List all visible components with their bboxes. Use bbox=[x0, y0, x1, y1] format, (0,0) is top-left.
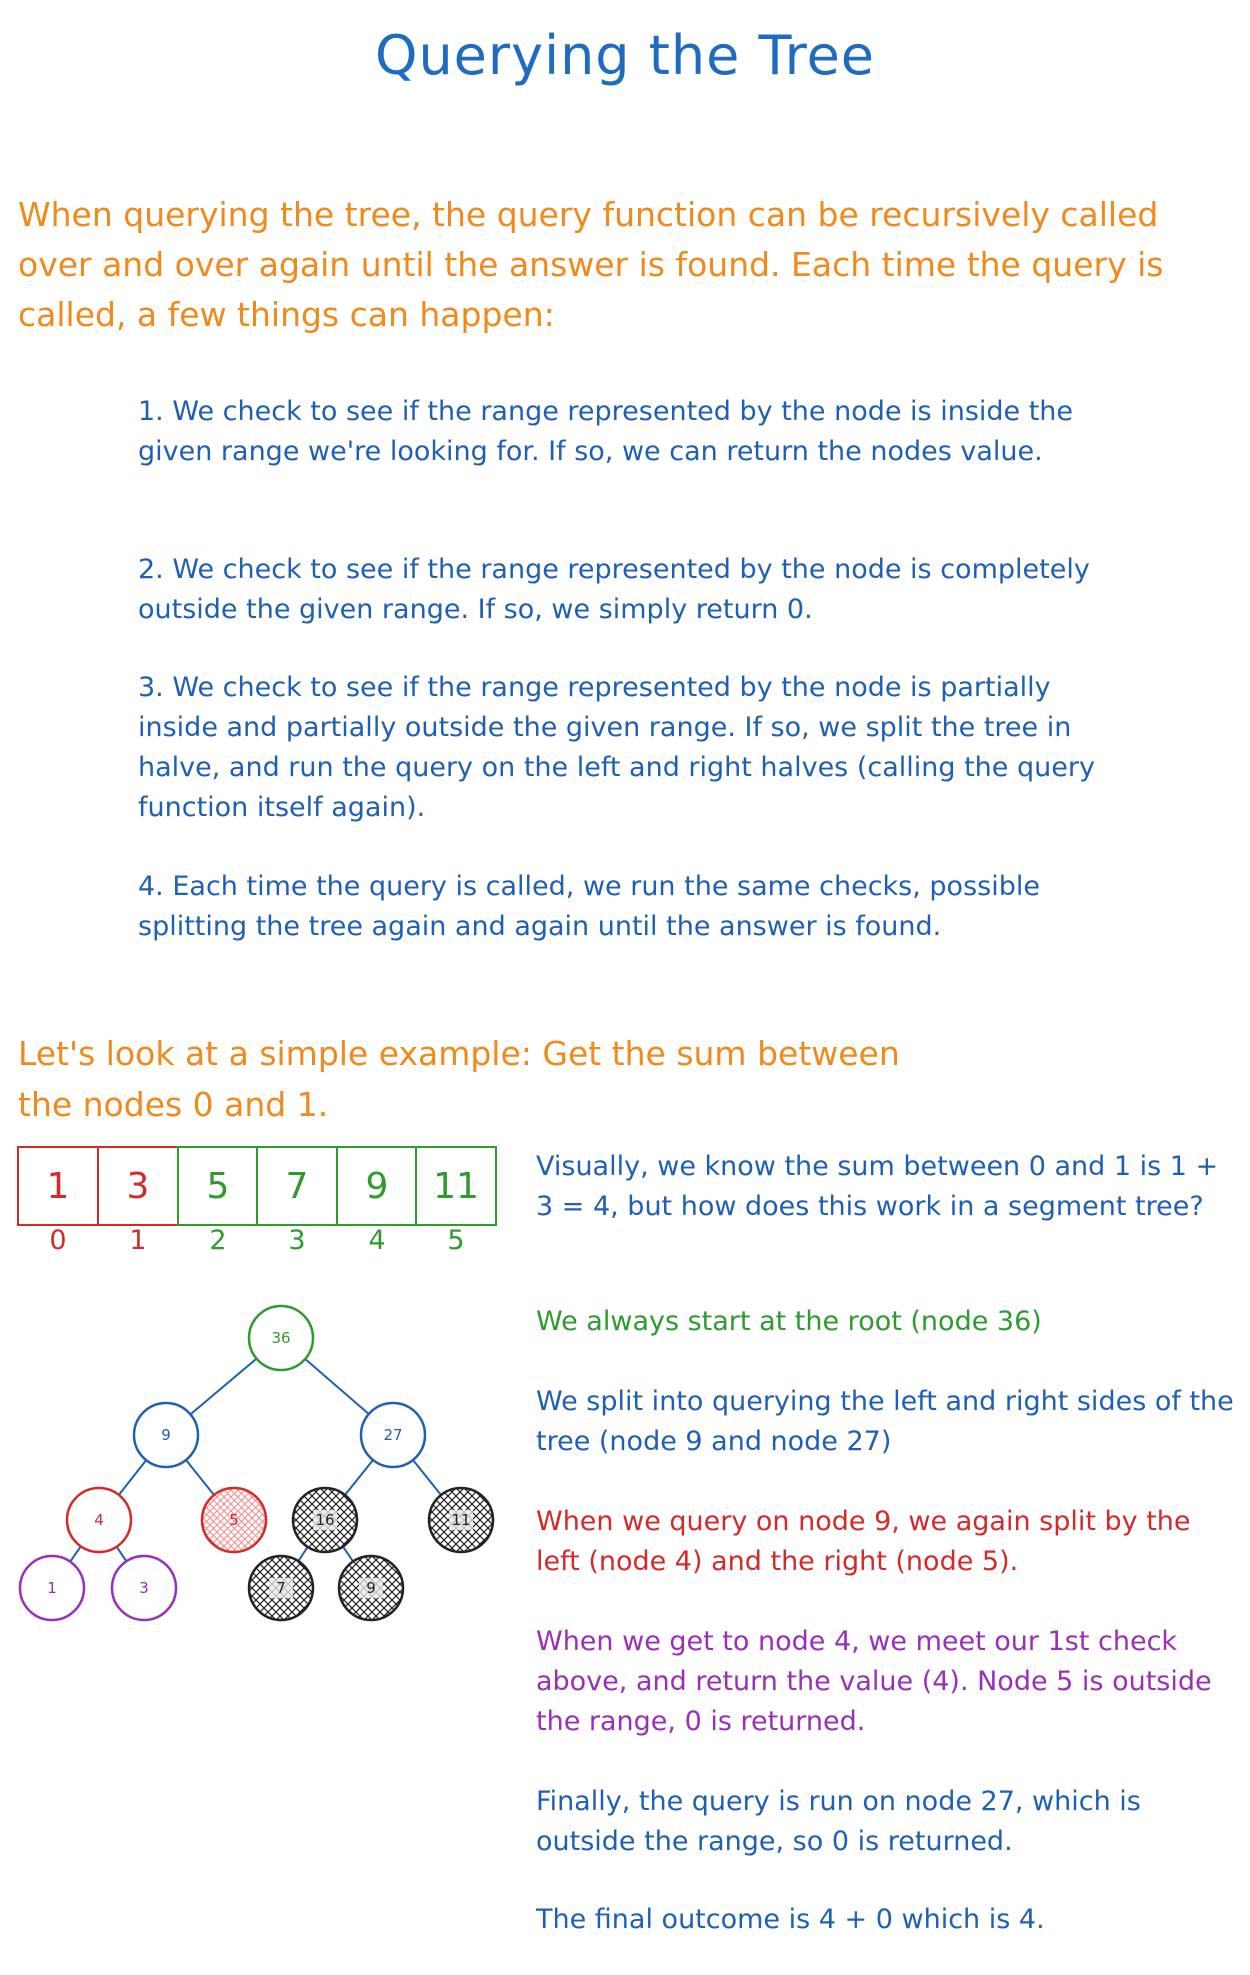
tree-edge-n27-n16 bbox=[345, 1460, 373, 1495]
tree-node-n1 bbox=[20, 1556, 84, 1620]
tree-edge-n36-n27 bbox=[305, 1359, 369, 1414]
explanation-7: The final outcome is 4 + 0 which is 4. bbox=[536, 1904, 1045, 1935]
array-cell-4: 9 bbox=[365, 1165, 389, 1207]
tree-nodes bbox=[20, 1306, 493, 1620]
step-1: 1. We check to see if the range represented by the node is inside the given range we're looking for. If so, we can return the nodes value. bbox=[138, 396, 1074, 467]
explanation-1: Visually, we know the sum between 0 and 1 is 1 + 3 = 4, but how does this work in a segment tree? bbox=[536, 1151, 1219, 1222]
array-cell-3: 7 bbox=[285, 1165, 309, 1207]
array-cell-1: 3 bbox=[126, 1165, 150, 1207]
tree-node-label: 36 bbox=[271, 1329, 291, 1347]
tree-node-label: 7 bbox=[276, 1579, 286, 1597]
tree-node-label: 1 bbox=[47, 1579, 57, 1597]
step-3: 3. We check to see if the range represented by the node is partially inside and partially outside the given range. If so, we split the tree in halve, and run the query on the left and right halves (calling the query function itself again). bbox=[138, 672, 1095, 823]
tree-node-label: 9 bbox=[161, 1426, 171, 1444]
tree-edge-n27-n11 bbox=[413, 1460, 441, 1495]
tree-node-label: 16 bbox=[315, 1511, 335, 1529]
tree-node-n36 bbox=[249, 1306, 313, 1370]
tree-edge-n9-n5 bbox=[186, 1460, 214, 1495]
explanation-6: Finally, the query is run on node 27, which is outside the range, so 0 is returned. bbox=[536, 1786, 1141, 1857]
tree-edge-n4-n1 bbox=[70, 1546, 81, 1561]
tree-edge-n16-n9b bbox=[343, 1547, 353, 1562]
page-title: Querying the Tree bbox=[374, 24, 876, 87]
tree-node-label: 4 bbox=[94, 1511, 104, 1529]
tree-node-n27 bbox=[361, 1403, 425, 1467]
tree-node-n4 bbox=[67, 1488, 131, 1552]
tree-node-label: 9 bbox=[366, 1579, 376, 1597]
segment-tree-diagram bbox=[0, 1280, 520, 1640]
tree-node-n16 bbox=[293, 1488, 357, 1552]
explanation-4: When we query on node 9, we again split by the left (node 4) and the right (node 5). bbox=[536, 1506, 1191, 1577]
array-cell-0: 1 bbox=[46, 1165, 70, 1207]
example-heading: Let's look at a simple example: Get the sum between the nodes 0 and 1. bbox=[18, 1034, 900, 1124]
explanation-3: We split into querying the left and right sides of the tree (node 9 and node 27) bbox=[536, 1386, 1234, 1457]
array-borders bbox=[0, 0, 520, 1300]
array-index-4: 4 bbox=[368, 1225, 386, 1256]
tree-edge-n9-n4 bbox=[119, 1460, 146, 1495]
tree-node-label: 27 bbox=[383, 1426, 403, 1444]
tree-edge-n16-n7 bbox=[298, 1547, 307, 1561]
tree-node-n7 bbox=[249, 1556, 313, 1620]
intro-paragraph: When querying the tree, the query function can be recursively called over and over again until the answer is found. Each time the query is called, a few things can happen: bbox=[18, 195, 1164, 334]
tree-node-label: 3 bbox=[139, 1579, 149, 1597]
step-4: 4. Each time the query is called, we run the same checks, possible splitting the tree again and again until the answer is found. bbox=[138, 871, 1040, 942]
tree-node-n9 bbox=[134, 1403, 198, 1467]
array-index-2: 2 bbox=[209, 1225, 227, 1256]
tree-node-n3 bbox=[112, 1556, 176, 1620]
step-2: 2. We check to see if the range represented by the node is completely outside the given range. If so, we simply return 0. bbox=[138, 554, 1090, 625]
explanation-5: When we get to node 4, we meet our 1st check above, and return the value (4). Node 5 is outside the range, 0 is returned. bbox=[536, 1626, 1212, 1737]
array-index-1: 1 bbox=[129, 1225, 147, 1256]
array-cell-2: 5 bbox=[206, 1165, 230, 1207]
tree-node-n9b bbox=[339, 1556, 403, 1620]
explanation-2: We always start at the root (node 36) bbox=[536, 1306, 1042, 1337]
array-cell-5: 11 bbox=[433, 1165, 479, 1207]
array-index-0: 0 bbox=[49, 1225, 67, 1256]
tree-node-n11 bbox=[429, 1488, 493, 1552]
array-index-3: 3 bbox=[288, 1225, 306, 1256]
tree-node-label: 5 bbox=[229, 1511, 239, 1529]
tree-edge-n4-n3 bbox=[117, 1547, 127, 1562]
array-index-5: 5 bbox=[447, 1225, 465, 1256]
tree-node-label: 11 bbox=[451, 1511, 471, 1529]
tree-node-n5 bbox=[202, 1488, 266, 1552]
tree-edge-n36-n9 bbox=[190, 1359, 256, 1415]
